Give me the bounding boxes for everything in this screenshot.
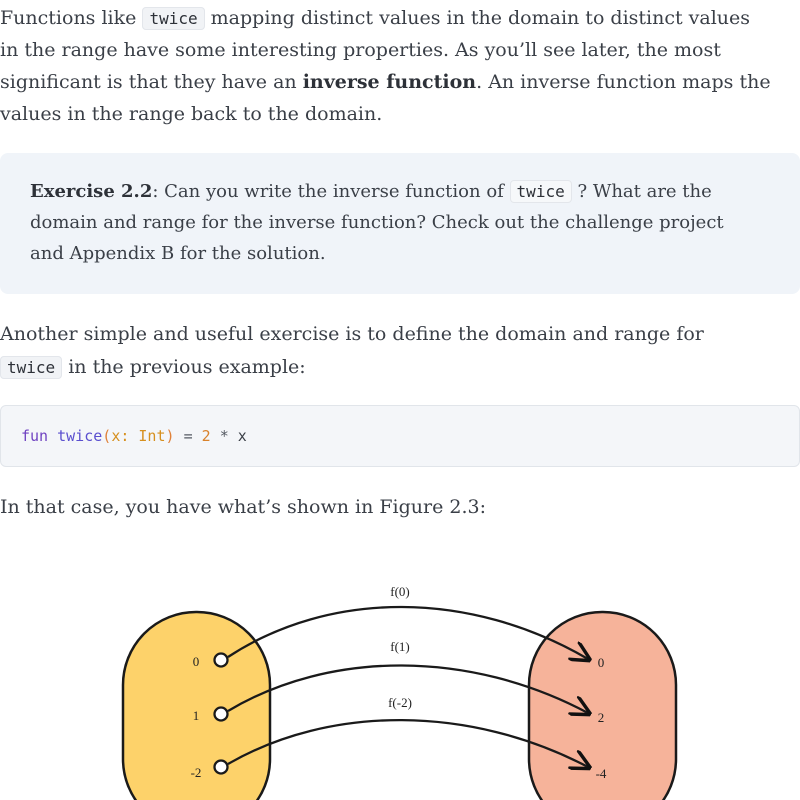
arrow-label-fneg2: f(-2) [388, 695, 412, 710]
code-block [0, 405, 800, 467]
arrow-label-f1: f(1) [390, 639, 410, 654]
text: . An inverse function maps the [476, 71, 771, 93]
range-value-0: 0 [597, 655, 605, 670]
paragraph-intro-line-3 [0, 66, 771, 98]
exercise-line-1 [30, 176, 712, 207]
range-value-1: 2 [597, 710, 605, 725]
code-line [21, 425, 247, 447]
code-param: x [111, 427, 121, 445]
range-value-2: -4 [595, 766, 607, 781]
exercise-line-3: and Appendix B for the solution. [30, 243, 326, 264]
inline-code-twice: twice [0, 356, 62, 379]
domain-point-1 [215, 708, 228, 721]
domain-point-2 [215, 761, 228, 774]
domain-value-0: 0 [192, 654, 200, 669]
paragraph-domain-line-1: Another simple and useful exercise is to define the domain and range for [0, 323, 704, 345]
text: ? What are the [571, 181, 712, 202]
code-operator: = [183, 427, 193, 445]
paragraph-intro-line-1 [0, 2, 750, 35]
paragraph-intro-line-2: in the range have some interesting properties. As you’ll see later, the most [0, 39, 721, 61]
code-paren: ( [102, 427, 112, 445]
paragraph-domain-line-2 [0, 351, 306, 384]
code-identifier: x [237, 427, 247, 445]
bold-term-inverse-function: inverse function [302, 71, 477, 93]
inline-code-twice: twice [510, 180, 572, 203]
exercise-line-2: domain and range for the inverse function? Check out the challenge project [30, 212, 724, 233]
arrow-label-f0: f(0) [390, 584, 410, 599]
code-operator: * [219, 427, 229, 445]
exercise-callout [0, 153, 800, 294]
text: : Can you write the inverse function of [152, 181, 510, 202]
figure-twice-mapping [0, 560, 800, 800]
domain-point-0 [215, 654, 228, 667]
code-paren: ) [165, 427, 175, 445]
paragraph-intro-line-4: values in the range back to the domain. [0, 103, 383, 125]
code-function-name: twice [57, 427, 103, 445]
code-keyword: fun [21, 427, 49, 445]
text: Functions like [0, 7, 143, 29]
exercise-label: Exercise 2.2 [30, 181, 153, 202]
inline-code-twice: twice [142, 7, 204, 30]
code-number: 2 [201, 427, 211, 445]
code-colon: : [120, 427, 130, 445]
code-type: Int [138, 427, 166, 445]
domain-value-2: -2 [190, 765, 202, 780]
paragraph-figure-intro: In that case, you have what’s shown in Figure 2.3: [0, 496, 486, 518]
text: in the previous example: [62, 356, 306, 378]
text: significant is that they have an [0, 71, 303, 93]
text: mapping distinct values in the domain to distinct values [204, 7, 751, 29]
domain-value-1: 1 [192, 708, 200, 723]
